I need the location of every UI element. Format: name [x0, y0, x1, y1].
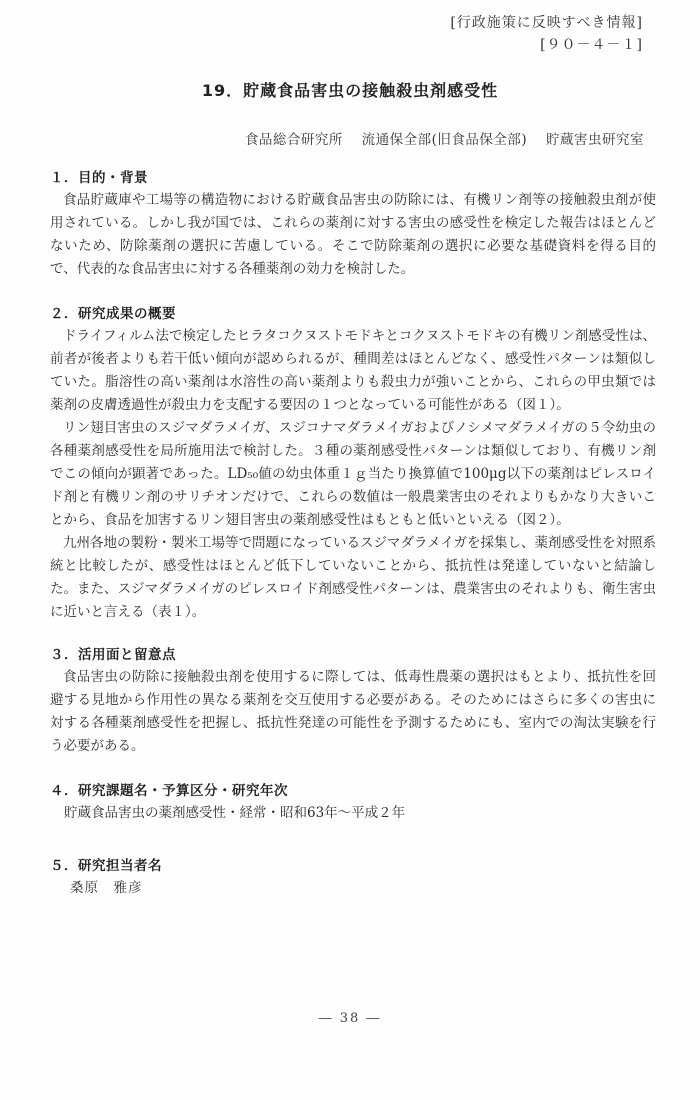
paragraph: 食品貯蔵庫や工場等の構造物における貯蔵食品害虫の防除には、有機リン剤等の接触殺虫剤が使用されている。しかし我が国では、これらの薬剤に対する害虫の感受性を検定した報告はほとんどないため、防除薬剤の選択に苦慮している。そこで防除薬剤の選択に必要な基礎資料を得る目的で、代表的な食品害虫に対する各種薬剤の効力を検討した。	[50, 192, 656, 277]
department-name: 流通保全部(旧食品保全部)	[361, 132, 528, 148]
section-application	[44, 644, 656, 758]
section-heading: ４．研究課題名・予算区分・研究年次	[50, 783, 288, 799]
lab-name: 貯蔵害虫研究室	[546, 132, 644, 148]
researcher-name: 桑原 雅彦	[70, 880, 143, 896]
section-heading: ３．活用面と留意点	[50, 647, 176, 663]
section-project	[44, 780, 656, 825]
paragraph: リン翅目害虫のスジマダラメイガ、スジコナマダラメイガおよびノシメマダラメイガの５令幼虫の各種薬剤感受性を局所施用法で検討した。３種の薬剤感受性パターンは類似しており、有機リン剤でこの傾向が顕著であった。LD₅₀値の幼虫体重１ｇ当たり換算値で100μg以下の薬剤はピレスロイド剤と有機リン剤のサリチオンだけで、これらの数値は一般農業害虫のそれよりもかなり大きいことから、食品を加害するリン翅目害虫の薬剤感受性はもともと低いといえる（図２）。	[50, 420, 656, 528]
institute-name: 食品総合研究所	[244, 132, 343, 148]
page-number: ― 38 ―	[318, 1011, 382, 1026]
document-body	[44, 167, 656, 900]
category-label: [行政施策に反映すべき情報]	[450, 15, 643, 31]
document-title: 19．貯蔵食品害虫の接触殺虫剤感受性	[201, 81, 499, 100]
paragraph: 食品害虫の防除に接触殺虫剤を使用するに際しては、低毒性農薬の選択はもとより、抵抗性を回避する見地から作用性の異なる薬剤を交互使用する必要がある。そのためにはさらに多くの害虫に対する各種薬剤感受性を把握し、抵抗性発達の可能性を予測するためにも、室内での淘汰実験を行う必要がある。	[50, 669, 656, 754]
project-line: 貯蔵食品害虫の薬剤感受性・経常・昭和63年～平成２年	[64, 805, 406, 821]
section-researchers	[44, 855, 656, 900]
paragraph: ドライフィルム法で検定したヒラタコクヌストモドキとコクヌストモドキの有機リン剤感受性は、前者が後者よりも若干低い傾向が認められるが、種間差はほとんどなく、感受性パターンは類似していた。脂溶性の高い薬剤は水溶性の高い薬剤よりも殺虫力が強いことから、これらの甲虫類では薬剤の皮膚透過性が殺虫力を支配する要因の１つとなっている可能性がある（図１）。	[50, 328, 656, 413]
classification-label	[450, 12, 643, 56]
paragraph: 九州各地の製粉・製米工場等で問題になっているスジマダラメイガを採集し、薬剤感受性を対照系統と比較したが、感受性はほとんど低下していないことから、抵抗性は発達していないと結論した。また、スジマダラメイガのピレスロイド剤感受性パターンは、農業害虫のそれよりも、衛生害虫に近いと言える（表１）。	[50, 535, 656, 620]
section-heading: ５．研究担当者名	[50, 858, 162, 874]
affiliation	[245, 128, 644, 148]
section-purpose	[44, 167, 656, 281]
section-heading: １．目的・背景	[50, 170, 148, 186]
section-results	[44, 303, 656, 624]
document-code: [９０－４－１]	[540, 37, 643, 53]
section-heading: ２．研究成果の概要	[50, 306, 176, 322]
